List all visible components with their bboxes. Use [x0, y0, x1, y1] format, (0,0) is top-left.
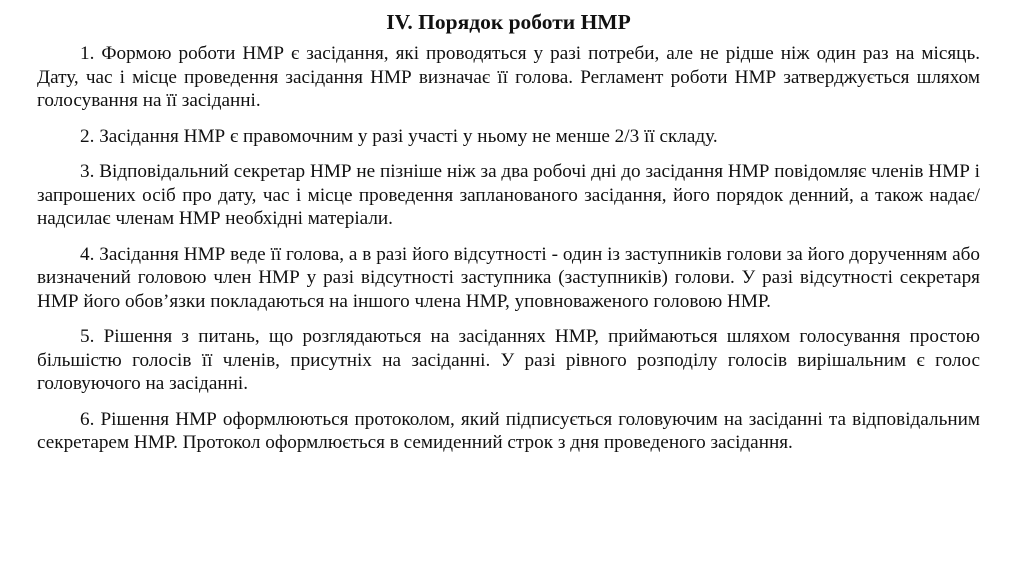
section-heading: IV. Порядок роботи НМР — [386, 10, 631, 34]
paragraph-3: 3. Відповідальний секретар НМР не пізніше ніж за два робочі дні до засідання НМР повідомляє членів НМР і запрошених осіб про дату, час і місце проведення запланованого засідання, його порядок денний, а також надає/надсилає членам НМР необхідні матеріали. — [37, 161, 980, 229]
document-page — [37, 6, 980, 467]
paragraph-6: 6. Рішення НМР оформлюються протоколом, який підписується головуючим на засіданні та відповідальним секретарем НМР. Протокол оформлюється в семиденний строк з дня проведеного засідання. — [37, 408, 980, 453]
paragraph-1: 1. Формою роботи НМР є засідання, які проводяться у разі потреби, але не рідше ніж один раз на місяць. Дату, час і місце проведення засідання НМР визначає її голова. Регламент роботи НМР затверджується шляхом голосування на її засіданні. — [37, 43, 980, 111]
paragraph-2: 2. Засідання НМР є правомочним у разі участі у ньому не менше 2/3 її складу. — [80, 125, 718, 147]
paragraph-4: 4. Засідання НМР веде її голова, а в разі його відсутності - один із заступників голови за його дорученням або визначений головою член НМР у разі відсутності заступника (заступників) голови. У разі відсутності секретаря НМР його обов’язки покладаються на іншого члена НМР, уповноваженого головою НМР. — [37, 243, 980, 312]
paragraph-5: 5. Рішення з питань, що розглядаються на засіданнях НМР, приймаються шляхом голосування простою більшістю голосів її членів, присутніх на засіданні. У разі рівного розподілу голосів вирішальним є голос головуючого на засіданні. — [37, 326, 980, 394]
